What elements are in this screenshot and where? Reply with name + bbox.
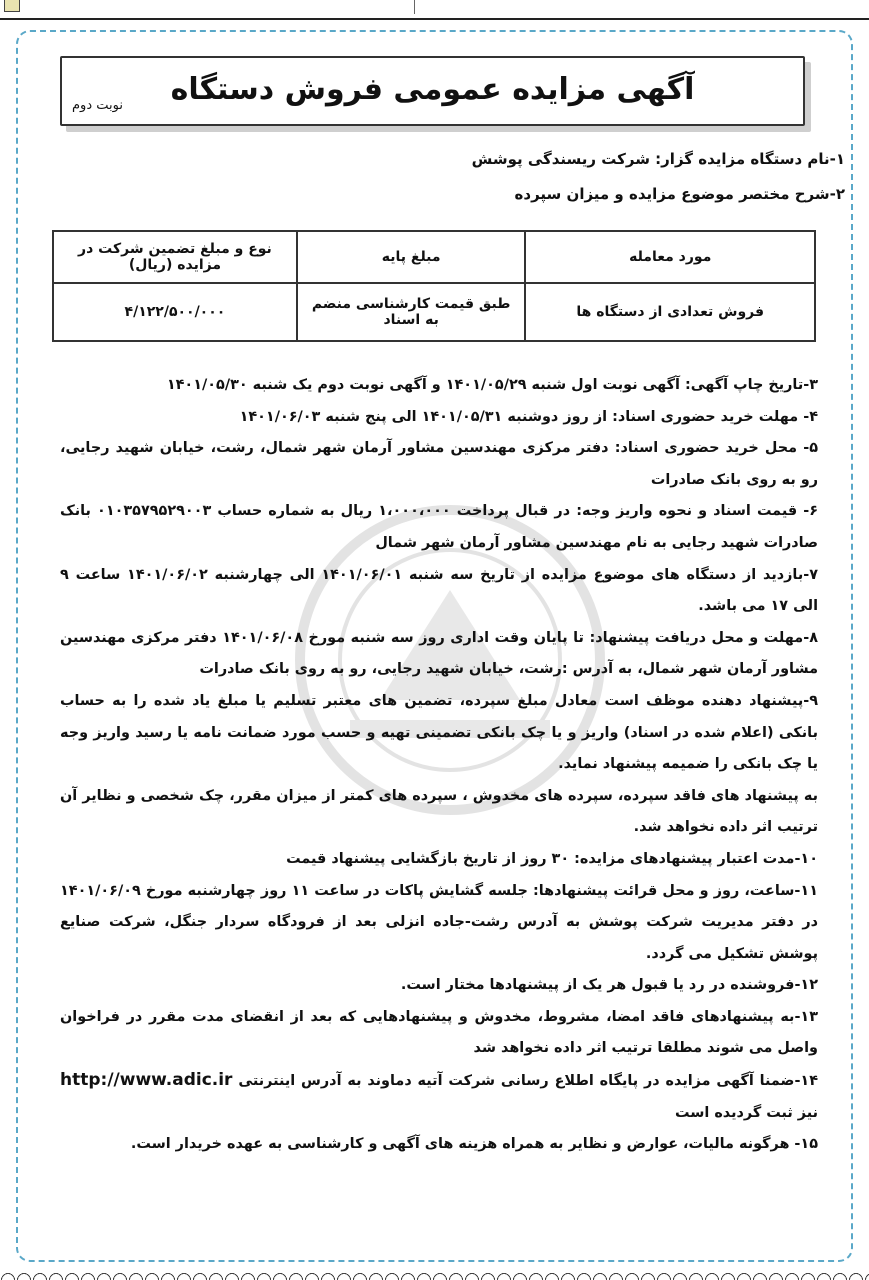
clause: به پیشنهاد های فاقد سپرده، سپرده های مخدوش ، سپرده های کمتر از میزان مقرر، چک شخصی و نظایر آن ترتیب اثر داده نخواهد شد. <box>60 787 818 836</box>
clause: ۸-مهلت و محل دریافت پیشنهاد: تا پایان وقت اداری روز سه شنبه مورخ ۱۴۰۱/۰۶/۰۸ دفتر مرکزی مهندسین مشاور آرمان شهر شمال، به آدرس :رشت، خیابان شهید رجایی، رو به روی بانک صادرات <box>60 629 818 678</box>
clause-14-tail: نیز ثبت گردیده است <box>674 1104 818 1121</box>
clause: ۹-پیشنهاد دهنده موظف است معادل مبلغ سپرده، تضمین های معتبر تسلیم یا مبلغ یاد شده را به حساب بانکی (اعلام شده در اسناد) واریز و یا چک بانکی تضمینی تهیه و حسب مورد ضمانت نامه یا رسید واریز وجه یا چک بانکی را ضمیمه پیشنهاد نماید. <box>60 692 818 773</box>
clause: ۱۵- هرگونه مالیات، عوارض و نظایر به همراه هزینه های آگهی و کارشناسی به عهده خریدار است. <box>130 1136 818 1153</box>
clause-14 <box>60 1065 818 1129</box>
page-title: آگهی مزایده عمومی فروش دستگاه <box>170 72 695 107</box>
clause: ۴- مهلت خرید حضوری اسناد: از روز دوشنبه ۱۴۰۱/۰۵/۳۱ الی پنج شنبه ۱۴۰۱/۰۶/۰۳ <box>239 408 818 425</box>
table-header: مورد معامله <box>525 231 815 283</box>
clause: ۱۰-مدت اعتبار پیشنهادهای مزایده: ۳۰ روز از تاریخ بازگشایی پیشنهاد قیمت <box>286 850 818 867</box>
clause: ۵- محل خرید حضوری اسناد: دفتر مرکزی مهندسین مشاور آرمان شهر شمال، رشت، خیابان شهید رجایی، رو به روی بانک صادرات <box>60 440 818 488</box>
clause: ۶- قیمت اسناد و نحوه واریز وجه: در قبال پرداخت ۱،۰۰۰،۰۰۰ ریال به شماره حساب ۰۱۰۳۵۷۹۵۲۹۰۰۳ بانک صادرات شهید رجایی به نام مهندسین مشاور آرمان شهر شمال <box>60 503 818 551</box>
table-cell: طبق قیمت کارشناسی منضم به اسناد <box>297 283 526 341</box>
auction-table <box>52 230 816 342</box>
table-header: مبلغ پایه <box>297 231 526 283</box>
table-header-row <box>53 231 815 283</box>
table-header: نوع و مبلغ تضمین شرکت در مزایده (ریال) <box>53 231 297 283</box>
table-cell: فروش تعدادی از دستگاه ها <box>525 283 815 341</box>
top-strip <box>0 0 869 20</box>
corner-mark-icon <box>4 0 20 12</box>
intro-line-2: ۲-شرح مختصر موضوع مزایده و میزان سپرده <box>514 185 845 203</box>
clause: ۱۱-ساعت، روز و محل قرائت پیشنهادها: جلسه گشایش پاکات در ساعت ۱۱ روز چهارشنبه مورخ ۱۴۰۱/۰۶/۰۹ در دفتر مدیریت شرکت پوشش به آدرس رشت-جاده انزلی بعد از فرودگاه سردار جنگل، شرکت صنایع پوشش تشکیل می گردد. <box>60 882 818 962</box>
clause-14-text: ۱۴-ضمنا آگهی مزایده در پایگاه اطلاع رسانی شرکت آتیه دماوند به آدرس اینترنتی <box>238 1073 818 1090</box>
clause: ۱۲-فروشنده در رد یا قبول هر یک از پیشنهادها مختار است. <box>400 977 818 994</box>
intro-line-1: ۱-نام دستگاه مزایده گزار: شرکت ریسندگی پوشش <box>471 150 845 168</box>
bottom-border <box>0 1264 869 1280</box>
table-cell: ۴/۱۲۲/۵۰۰/۰۰۰ <box>53 283 297 341</box>
clause: ۷-بازدید از دستگاه های موضوع مزایده از تاریخ سه شنبه ۱۴۰۱/۰۶/۰۱ الی چهارشنبه ۱۴۰۱/۰۶/۰۲ ساعت ۹ الی ۱۷ می باشد. <box>60 566 818 615</box>
clause: ۱۳-به پیشنهادهای فاقد امضا، مشروط، مخدوش و پیشنهادهایی که بعد از انقضای مدت مقرر در فراخوان واصل می شوند مطلقا ترتیب اثر داده نخواهد شد <box>60 1008 818 1057</box>
top-divider <box>414 0 415 14</box>
title-box <box>60 56 805 126</box>
table-row <box>53 283 815 341</box>
clause: ۳-تاریخ چاپ آگهی: آگهی نوبت اول شنبه ۱۴۰۱/۰۵/۲۹ و آگهی نوبت دوم یک شنبه ۱۴۰۱/۰۵/۳۰ <box>166 377 818 393</box>
round-label: نوبت دوم <box>72 98 123 113</box>
website-link[interactable]: http://www.adic.ir <box>60 1070 233 1091</box>
clauses-body <box>60 370 818 1161</box>
